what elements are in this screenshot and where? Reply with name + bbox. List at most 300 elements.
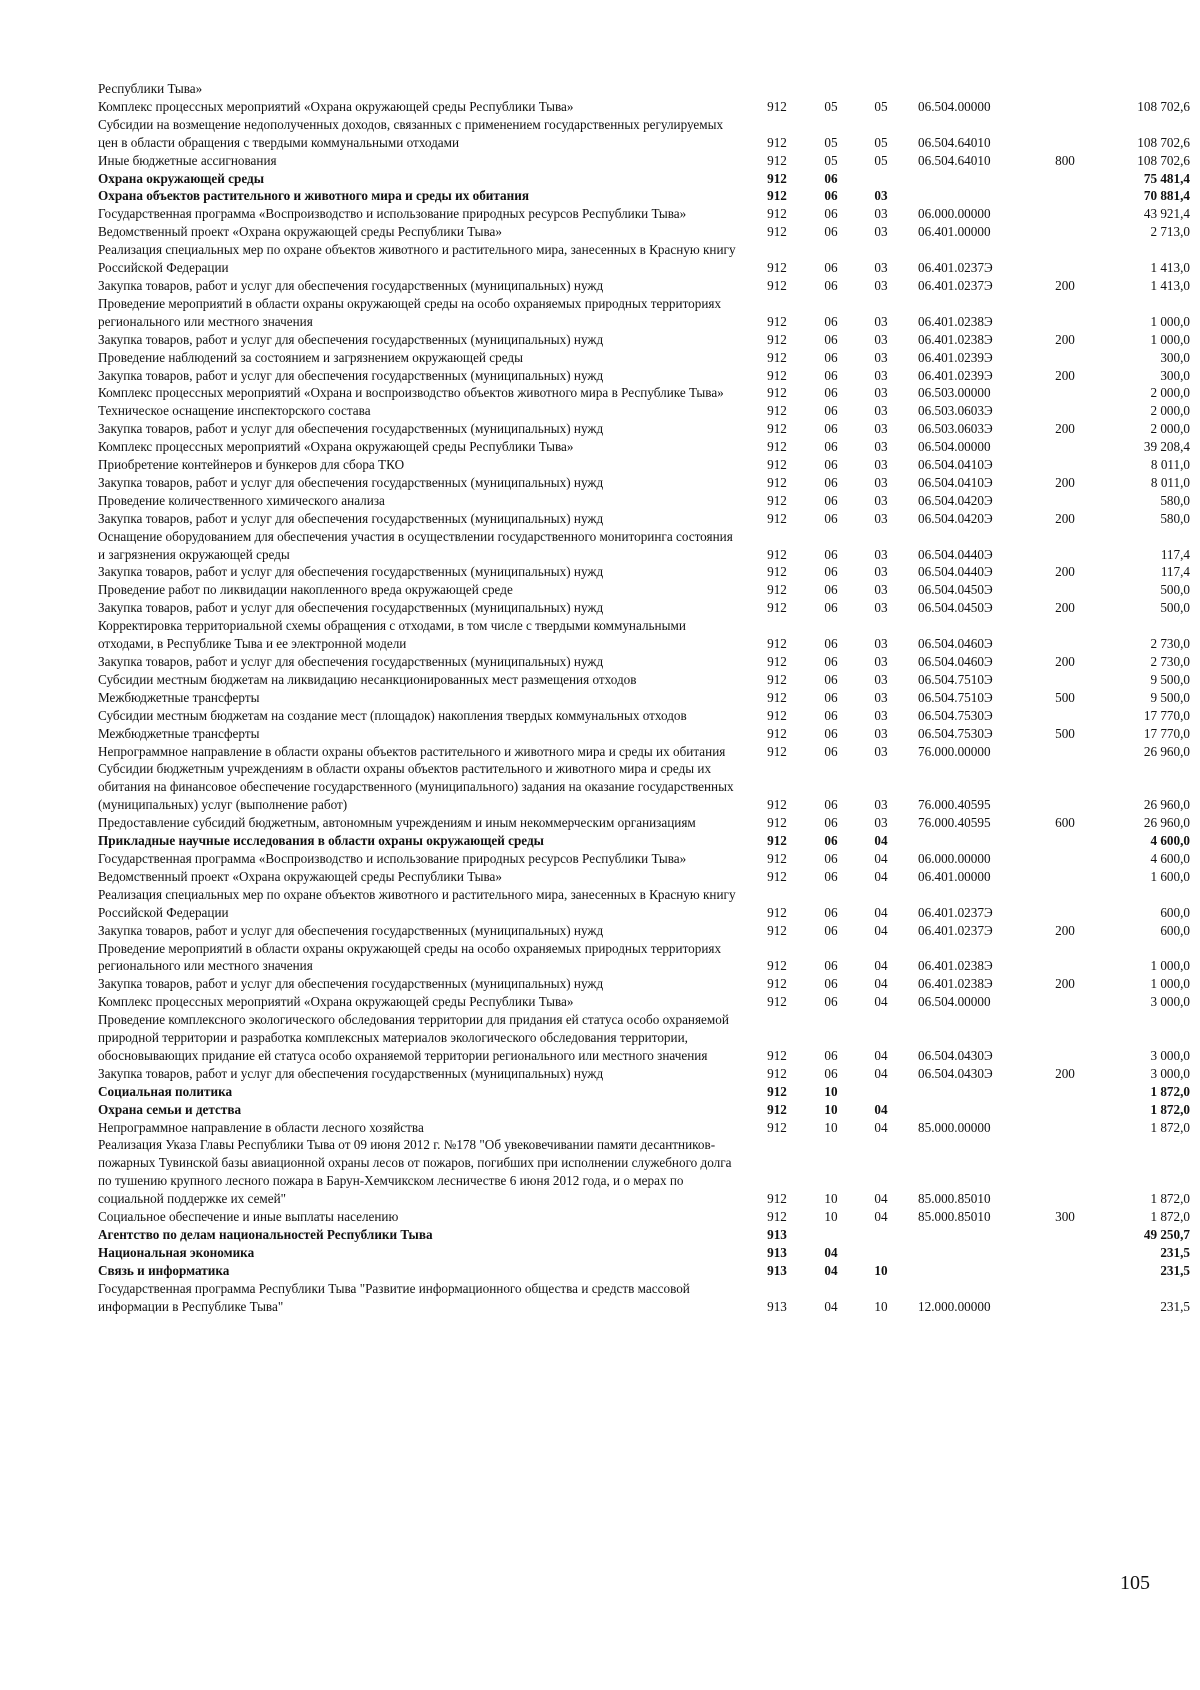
row-section-code: 06	[824, 850, 838, 866]
row-subsection-code: 03	[874, 510, 888, 526]
row-admin-code: 912	[767, 367, 787, 383]
table-row	[98, 832, 1190, 850]
row-expense-type	[1050, 528, 1080, 564]
row-amount: 2 000,0	[1150, 421, 1190, 437]
row-target-article: 06.504.7530Э	[918, 707, 993, 723]
row-amount: 4 600,0	[1150, 850, 1190, 866]
row-subsection-code: 03	[874, 743, 888, 759]
row-subsection-code: 03	[874, 260, 888, 276]
table-row	[98, 438, 1190, 456]
row-subsection-code: 03	[874, 367, 888, 383]
row-target-article: 06.504.0410Э	[918, 474, 993, 490]
row-expense-type	[1050, 1262, 1080, 1280]
row-amount: 108 702,6	[1137, 134, 1190, 150]
row-name: Социальное обеспечение и иные выплаты населению	[98, 1209, 399, 1225]
row-expense-type	[1050, 1101, 1080, 1119]
table-row	[98, 922, 1190, 940]
row-name: Оснащение оборудованием для обеспечения участия в осуществлении государственного мониторинга состояния и загрязнения окружающей среды	[98, 528, 733, 562]
row-target-article: 06.401.0238Э	[918, 313, 993, 329]
row-name: Корректировка территориальной схемы обращения с отходами, в том числе с твердыми коммунальными отходами, в Республике Тыва и ее электронной модели	[98, 618, 686, 652]
row-target-article: 06.401.0237Э	[918, 922, 993, 938]
row-subsection-code: 03	[874, 815, 888, 831]
row-admin-code: 912	[767, 439, 787, 455]
row-section-code: 06	[824, 349, 838, 365]
row-expense-type	[1050, 1244, 1080, 1262]
row-section-code: 06	[824, 564, 838, 580]
row-subsection-code: 04	[874, 1047, 888, 1063]
row-section-code: 06	[824, 725, 838, 741]
row-admin-code: 912	[767, 1119, 787, 1135]
table-row	[98, 277, 1190, 295]
row-section-code: 06	[824, 546, 838, 562]
table-row	[98, 384, 1190, 402]
row-expense-type	[1050, 116, 1080, 152]
row-admin-code: 912	[767, 833, 787, 849]
row-target-article: 06.504.64010	[918, 134, 991, 150]
table-row	[98, 1208, 1190, 1226]
row-amount: 1 872,0	[1150, 1101, 1190, 1117]
row-expense-type	[1050, 1226, 1080, 1244]
table-row	[98, 975, 1190, 993]
row-section-code: 04	[824, 1262, 838, 1278]
row-amount: 1 000,0	[1150, 958, 1190, 974]
row-amount: 580,0	[1160, 492, 1190, 508]
row-expense-type: 200	[1055, 421, 1075, 437]
row-target-article: 85.000.85010	[918, 1209, 991, 1225]
row-name: Закупка товаров, работ и услуг для обеспечения государственных (муниципальных) нужд	[98, 1065, 604, 1081]
row-section-code: 06	[824, 206, 838, 222]
row-name: Межбюджетные трансферты	[98, 725, 260, 741]
row-section-code: 06	[824, 833, 838, 849]
row-amount: 1 000,0	[1150, 331, 1190, 347]
row-name: Комплекс процессных мероприятий «Охрана окружающей среды Республики Тыва»	[98, 994, 574, 1010]
row-name: Непрограммное направление в области охраны объектов растительного и животного мира и среды их обитания	[98, 743, 726, 759]
row-expense-type: 200	[1055, 277, 1075, 293]
table-row	[98, 420, 1190, 438]
row-name: Иные бюджетные ассигнования	[98, 152, 277, 168]
table-row	[98, 80, 1190, 98]
row-amount: 231,5	[1160, 1298, 1190, 1314]
row-subsection-code: 03	[874, 206, 888, 222]
row-target-article: 06.401.0238Э	[918, 331, 993, 347]
row-subsection-code: 03	[874, 492, 888, 508]
row-admin-code: 912	[767, 277, 787, 293]
table-row	[98, 528, 1190, 564]
row-admin-code: 912	[767, 457, 787, 473]
table-row	[98, 617, 1190, 653]
row-admin-code: 912	[767, 188, 787, 204]
row-subsection-code: 03	[874, 725, 888, 741]
row-target-article: 06.504.7530Э	[918, 725, 993, 741]
row-expense-type	[1050, 187, 1080, 205]
row-subsection-code: 03	[874, 564, 888, 580]
table-row	[98, 223, 1190, 241]
row-section-code: 06	[824, 707, 838, 723]
row-admin-code: 913	[767, 1227, 787, 1242]
table-row	[98, 1119, 1190, 1137]
row-target-article: 06.504.0420Э	[918, 510, 993, 526]
row-name: Национальная экономика	[98, 1244, 255, 1260]
row-name: Реализация специальных мер по охране объектов животного и растительного мира, занесенных в Красную книгу Российской Федерации	[98, 886, 736, 920]
row-amount: 300,0	[1160, 367, 1190, 383]
row-expense-type	[1050, 80, 1080, 98]
row-amount: 2 730,0	[1150, 654, 1190, 669]
row-target-article: 06.401.0238Э	[918, 958, 993, 974]
row-admin-code: 912	[767, 134, 787, 150]
budget-page	[98, 80, 1190, 1316]
row-subsection-code: 04	[874, 1119, 888, 1135]
row-name: Комплекс процессных мероприятий «Охрана окружающей среды Республики Тыва»	[98, 439, 574, 455]
row-name: Техническое оснащение инспекторского состава	[98, 403, 371, 419]
row-section-code: 06	[824, 510, 838, 526]
table-row	[98, 760, 1190, 814]
row-expense-type	[1050, 1119, 1080, 1137]
row-admin-code: 912	[767, 206, 787, 222]
row-section-code: 06	[824, 367, 838, 383]
row-amount: 117,4	[1160, 546, 1190, 562]
row-target-article: 06.401.0239Э	[918, 367, 993, 383]
row-target-article: 06.504.0410Э	[918, 457, 993, 473]
row-amount: 3 000,0	[1150, 1065, 1190, 1081]
row-target-article: 85.000.00000	[918, 1119, 991, 1135]
row-subsection-code: 03	[874, 654, 888, 669]
row-amount: 26 960,0	[1143, 743, 1190, 759]
row-name: Государственная программа «Воспроизводство и использование природных ресурсов Республики Тыва»	[98, 206, 687, 222]
row-amount: 8 011,0	[1150, 457, 1190, 473]
row-name: Реализация специальных мер по охране объектов животного и растительного мира, занесенных в Красную книгу Российской Федерации	[98, 242, 736, 276]
row-subsection-code: 03	[874, 457, 888, 473]
row-subsection-code	[856, 170, 906, 188]
row-subsection-code: 04	[874, 1191, 888, 1207]
row-subsection-code: 10	[874, 1262, 888, 1278]
page-number: 105	[1120, 1572, 1150, 1594]
row-section-code: 06	[824, 976, 838, 992]
row-section-code: 06	[824, 277, 838, 293]
row-expense-type	[1050, 223, 1080, 241]
row-subsection-code: 04	[874, 1065, 888, 1081]
table-row	[98, 367, 1190, 385]
row-subsection-code: 03	[874, 636, 888, 652]
row-section-code: 06	[824, 636, 838, 652]
row-admin-code: 912	[767, 1191, 787, 1207]
row-name: Охрана окружающей среды	[98, 170, 264, 186]
row-expense-type	[1050, 832, 1080, 850]
row-subsection-code: 04	[874, 976, 888, 992]
row-section-code: 06	[824, 188, 838, 204]
row-section-code: 04	[824, 1244, 838, 1260]
row-expense-type	[1050, 886, 1080, 922]
row-subsection-code: 03	[874, 707, 888, 723]
table-row	[98, 241, 1190, 277]
row-subsection-code: 03	[874, 600, 888, 616]
row-section-code: 06	[824, 331, 838, 347]
row-name: Республики Тыва»	[98, 81, 203, 96]
row-expense-type	[1050, 671, 1080, 689]
row-subsection-code: 03	[874, 385, 888, 401]
row-section-code: 06	[824, 868, 838, 884]
row-section-code: 06	[824, 439, 838, 455]
row-section-code: 06	[824, 385, 838, 401]
row-admin-code: 912	[767, 654, 787, 669]
row-expense-type	[1050, 707, 1080, 725]
row-admin-code: 913	[767, 1298, 787, 1314]
table-row	[98, 599, 1190, 617]
row-section-code: 05	[824, 134, 838, 150]
row-name: Охрана объектов растительного и животного мира и среды их обитания	[98, 188, 529, 204]
row-admin-code: 912	[767, 1101, 787, 1117]
row-target-article: 06.504.0430Э	[918, 1047, 993, 1063]
table-row	[98, 1280, 1190, 1316]
row-admin-code: 912	[767, 671, 787, 687]
row-subsection-code: 03	[874, 582, 888, 598]
row-subsection-code: 04	[874, 958, 888, 974]
row-expense-type: 600	[1055, 815, 1075, 831]
row-target-article: 06.401.00000	[918, 868, 991, 884]
row-amount	[1080, 80, 1190, 98]
row-admin-code: 912	[767, 1047, 787, 1063]
row-expense-type: 500	[1055, 689, 1075, 705]
row-expense-type	[1050, 617, 1080, 653]
row-name: Государственная программа Республики Тыва "Развитие информационного общества и средств массовой информации в Республике Тыва"	[98, 1280, 690, 1314]
row-amount: 1 872,0	[1150, 1209, 1190, 1225]
row-amount: 600,0	[1160, 904, 1190, 920]
row-admin-code: 912	[767, 922, 787, 938]
row-target-article: 06.504.0460Э	[918, 654, 993, 669]
row-expense-type	[1050, 993, 1080, 1011]
row-name: Предоставление субсидий бюджетным, автономным учреждениям и иным некоммерческим организациям	[98, 815, 696, 831]
row-name: Ведомственный проект «Охрана окружающей среды Республики Тыва»	[98, 868, 502, 884]
row-expense-type	[1050, 384, 1080, 402]
table-row	[98, 940, 1190, 976]
row-admin-code: 913	[767, 1244, 787, 1260]
row-section-code: 06	[824, 492, 838, 508]
row-name: Комплекс процессных мероприятий «Охрана и воспроизводство объектов животного мира в Республике Тыва»	[98, 385, 724, 401]
row-expense-type	[1050, 438, 1080, 456]
row-amount: 70 881,4	[1143, 188, 1190, 204]
row-section-code: 06	[824, 743, 838, 759]
row-section-code: 05	[824, 98, 838, 114]
row-section-code: 06	[824, 1047, 838, 1063]
row-subsection-code: 03	[874, 349, 888, 365]
table-row	[98, 1226, 1190, 1244]
row-amount: 300,0	[1160, 349, 1190, 365]
row-name: Закупка товаров, работ и услуг для обеспечения государственных (муниципальных) нужд	[98, 600, 604, 616]
row-subsection-code: 04	[874, 922, 888, 938]
row-name: Закупка товаров, работ и услуг для обеспечения государственных (муниципальных) нужд	[98, 510, 604, 526]
row-expense-type: 200	[1055, 1065, 1075, 1081]
row-amount: 39 208,4	[1143, 439, 1190, 455]
table-row	[98, 510, 1190, 528]
row-admin-code: 912	[767, 385, 787, 401]
row-section-code: 06	[824, 457, 838, 473]
row-target-article: 06.503.0603Э	[918, 421, 993, 437]
row-amount: 17 770,0	[1143, 707, 1190, 723]
table-row	[98, 456, 1190, 474]
row-expense-type	[1050, 850, 1080, 868]
row-subsection-code: 04	[874, 994, 888, 1010]
row-target-article	[906, 80, 1050, 98]
row-name: Закупка товаров, работ и услуг для обеспечения государственных (муниципальных) нужд	[98, 421, 604, 437]
row-section-code: 10	[824, 1083, 838, 1099]
row-name: Закупка товаров, работ и услуг для обеспечения государственных (муниципальных) нужд	[98, 922, 604, 938]
row-name: Закупка товаров, работ и услуг для обеспечения государственных (муниципальных) нужд	[98, 331, 604, 347]
row-target-article	[906, 1244, 1050, 1262]
row-admin-code: 912	[767, 976, 787, 992]
row-amount: 1 872,0	[1150, 1191, 1190, 1207]
row-amount: 9 500,0	[1150, 689, 1190, 705]
table-row	[98, 1083, 1190, 1101]
table-row	[98, 1262, 1190, 1280]
row-admin-code: 912	[767, 152, 787, 168]
row-subsection-code: 03	[874, 224, 888, 240]
budget-table	[98, 80, 1190, 1316]
row-expense-type	[1050, 170, 1080, 188]
row-subsection-code: 04	[874, 833, 888, 849]
row-name: Государственная программа «Воспроизводство и использование природных ресурсов Республики Тыва»	[98, 850, 687, 866]
row-expense-type	[1050, 1136, 1080, 1208]
row-amount: 1 000,0	[1150, 313, 1190, 329]
row-section-code: 06	[824, 922, 838, 938]
row-expense-type	[1050, 743, 1080, 761]
row-target-article: 06.401.0237Э	[918, 277, 993, 293]
row-expense-type: 200	[1055, 976, 1075, 992]
row-section-code: 06	[824, 689, 838, 705]
table-row	[98, 205, 1190, 223]
row-admin-code: 912	[767, 474, 787, 490]
row-target-article: 76.000.00000	[918, 743, 991, 759]
row-amount: 75 481,4	[1143, 170, 1190, 186]
row-target-article	[906, 187, 1050, 205]
row-target-article	[906, 170, 1050, 188]
row-admin-code: 912	[767, 331, 787, 347]
table-row	[98, 1244, 1190, 1262]
table-row	[98, 689, 1190, 707]
row-section-code: 06	[824, 260, 838, 276]
row-section-code: 04	[824, 1298, 838, 1314]
row-expense-type: 200	[1055, 474, 1075, 490]
row-amount: 580,0	[1160, 510, 1190, 526]
row-name: Прикладные научные исследования в области охраны окружающей среды	[98, 833, 544, 849]
row-section-code: 06	[824, 1065, 838, 1081]
row-name: Закупка товаров, работ и услуг для обеспечения государственных (муниципальных) нужд	[98, 277, 604, 293]
table-row	[98, 349, 1190, 367]
row-name: Закупка товаров, работ и услуг для обеспечения государственных (муниципальных) нужд	[98, 564, 604, 580]
row-admin-code: 912	[767, 582, 787, 598]
row-section-code	[806, 80, 856, 98]
table-row	[98, 707, 1190, 725]
row-target-article: 06.401.00000	[918, 224, 991, 240]
row-amount: 231,5	[1160, 1262, 1190, 1278]
table-row	[98, 474, 1190, 492]
row-name: Субсидии бюджетным учреждениям в области охраны объектов растительного и животного мира и среды их обитания на финансовое обеспечение государственного (муниципального) задания на оказание государственных (муниципальных) услуг (выполнение работ)	[98, 761, 734, 813]
row-target-article: 06.401.0238Э	[918, 976, 993, 992]
row-admin-code: 912	[767, 636, 787, 652]
row-admin-code: 912	[767, 725, 787, 741]
row-expense-type	[1050, 349, 1080, 367]
table-row	[98, 671, 1190, 689]
row-target-article: 06.000.00000	[918, 850, 991, 866]
row-subsection-code	[856, 1244, 906, 1262]
row-expense-type: 200	[1055, 600, 1075, 616]
row-target-article: 06.504.00000	[918, 439, 991, 455]
row-subsection-code: 04	[874, 904, 888, 920]
row-name: Ведомственный проект «Охрана окружающей среды Республики Тыва»	[98, 224, 502, 240]
row-expense-type: 200	[1055, 654, 1075, 669]
row-target-article: 06.503.0603Э	[918, 403, 993, 419]
table-row	[98, 295, 1190, 331]
row-section-code: 10	[824, 1101, 838, 1117]
row-target-article: 06.401.0239Э	[918, 349, 993, 365]
row-expense-type	[1050, 205, 1080, 223]
row-name: Социальная политика	[98, 1083, 233, 1099]
row-subsection-code: 03	[874, 421, 888, 437]
row-target-article: 06.504.0420Э	[918, 492, 993, 508]
row-target-article: 06.401.0237Э	[918, 260, 993, 276]
table-row	[98, 868, 1190, 886]
row-target-article: 06.504.7510Э	[918, 689, 993, 705]
row-amount: 1 872,0	[1150, 1083, 1190, 1099]
row-expense-type	[1050, 402, 1080, 420]
row-section-code	[806, 1226, 856, 1244]
row-subsection-code: 03	[874, 277, 888, 293]
row-section-code: 06	[824, 654, 838, 669]
row-target-article: 76.000.40595	[918, 797, 991, 813]
row-expense-type	[1050, 1280, 1080, 1316]
row-section-code: 10	[824, 1209, 838, 1225]
row-amount: 3 000,0	[1150, 994, 1190, 1010]
row-section-code: 06	[824, 904, 838, 920]
row-name: Реализация Указа Главы Республики Тыва от 09 июня 2012 г. №178 "Об увековечивании памяти десантников-пожарных Тувинской базы авиационной охраны лесов от пожаров, погибших при исполнении служебного долга по тушению крупного лесного пожара в Барун-Хемчикском лесничестве 6 июня 2012 года, и о мерах по социальной поддержке их семей"	[98, 1137, 732, 1207]
row-name: Проведение мероприятий в области охраны окружающей среды на особо охраняемых природных территориях регионального или местного значения	[98, 295, 722, 329]
row-expense-type	[1050, 456, 1080, 474]
row-subsection-code: 03	[874, 188, 888, 204]
row-amount: 26 960,0	[1143, 815, 1190, 831]
row-target-article	[906, 1083, 1050, 1101]
table-row	[98, 152, 1190, 170]
row-subsection-code: 03	[874, 403, 888, 419]
row-amount: 231,5	[1160, 1244, 1190, 1260]
row-section-code: 06	[824, 403, 838, 419]
row-target-article: 06.504.00000	[918, 98, 991, 114]
row-amount: 108 702,6	[1137, 98, 1190, 114]
row-name: Проведение количественного химического анализа	[98, 492, 385, 508]
row-target-article: 06.504.64010	[918, 152, 991, 168]
row-subsection-code: 03	[874, 797, 888, 813]
row-expense-type	[1050, 241, 1080, 277]
row-expense-type: 800	[1055, 152, 1075, 168]
row-admin-code: 912	[767, 170, 787, 186]
row-amount: 3 000,0	[1150, 1047, 1190, 1063]
row-section-code: 06	[824, 797, 838, 813]
row-amount: 49 250,7	[1143, 1227, 1190, 1242]
row-amount: 2 713,0	[1150, 224, 1190, 240]
table-row	[98, 170, 1190, 188]
row-name: Приобретение контейнеров и бункеров для сбора ТКО	[98, 457, 405, 473]
row-target-article: 76.000.40595	[918, 815, 991, 831]
budget-table-body	[98, 80, 1190, 1316]
row-amount: 2 000,0	[1150, 403, 1190, 419]
table-row	[98, 814, 1190, 832]
row-subsection-code: 05	[874, 98, 888, 114]
row-amount: 9 500,0	[1150, 671, 1190, 687]
row-admin-code: 912	[767, 1065, 787, 1081]
row-admin-code: 913	[767, 1262, 787, 1278]
row-admin-code: 912	[767, 492, 787, 508]
row-amount: 117,4	[1160, 564, 1190, 580]
row-admin-code: 912	[767, 349, 787, 365]
table-row	[98, 187, 1190, 205]
row-target-article: 06.504.0430Э	[918, 1065, 993, 1081]
